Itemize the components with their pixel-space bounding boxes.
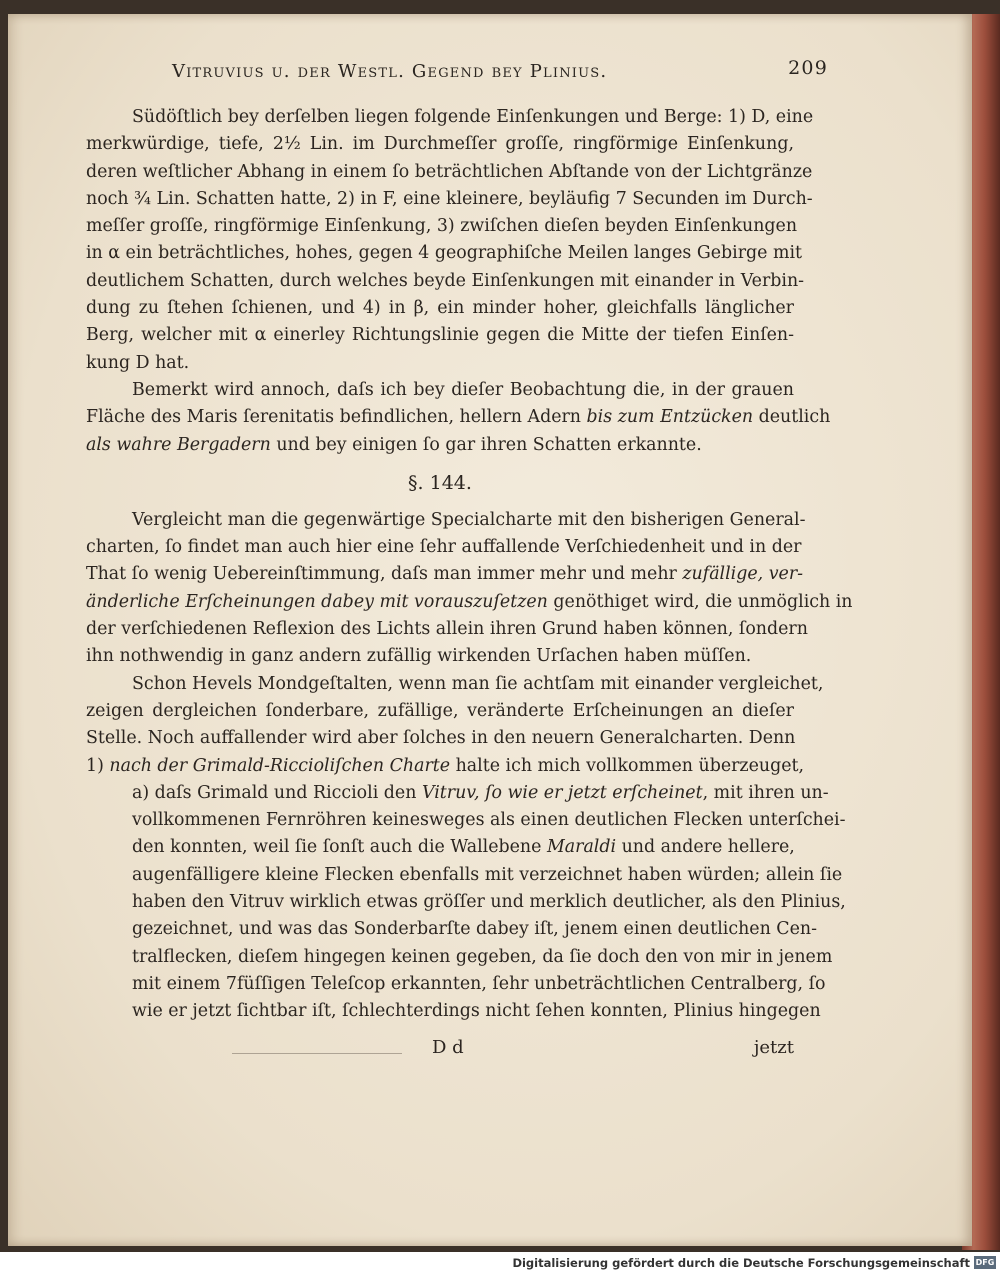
italic-run: Vitruv, ſo wie er jetzt erſcheinet [421, 782, 703, 803]
italic-run: als wahre Bergadern [86, 434, 271, 455]
italic-run: Maraldi [546, 837, 617, 858]
running-header [172, 57, 828, 89]
text-run: That ſo wenig Uebereinſtimmung, daſs man immer mehr und mehr [86, 564, 683, 585]
digitization-credit [0, 1252, 1000, 1274]
page-number: 209 [788, 57, 828, 79]
text-line: deren weſtlicher Abhang in einem ſo beträchtlichen Abſtande von der Lichtgränze [86, 161, 813, 182]
text-line: Berg, welcher mit α einerley Richtungslinie gegen die Mitte der tiefen Einſen- [86, 325, 794, 346]
text-line: noch ¾ Lin. Schatten hatte, 2) in F, eine kleinere, beyläufig 7 Secunden im Durch- [86, 188, 813, 209]
text-line: kung D hat. [86, 352, 190, 373]
text-line: Stelle. Noch auffallender wird aber ſolches in den neuern Generalcharten. Denn [86, 728, 796, 749]
italic-run: änderliche Erſcheinungen dabey mit vorauszuſetzen [86, 591, 548, 612]
text-run: Fläche des Maris ſerenitatis befindlichen, hellern Adern [86, 407, 587, 428]
text-run: halte ich mich vollkommen überzeuget, [450, 755, 805, 776]
text-line [86, 404, 831, 431]
italic-run: nach der Grimald-Riccioliſchen Charte [109, 755, 451, 776]
text-line [86, 834, 794, 861]
text-line: deutlichem Schatten, durch welches beyde Einſenkungen mit einander in Verbin- [86, 270, 805, 291]
text-line: charten, ſo findet man auch hier eine ſehr auffallende Verſchiedenheit und in der [86, 537, 802, 558]
section-heading: §. 144. [408, 471, 472, 494]
credit-text: Digitalisierung gefördert durch die Deutsche Forschungsgemeinschaft [512, 1256, 970, 1270]
text-line: haben den Vitruv wirklich etwas gröſſer und merklich deutlicher, als den Plinius, [132, 892, 846, 913]
text-line: Bemerkt wird annoch, daſs ich bey dieſer Beobachtung die, in der grauen [132, 379, 794, 400]
italic-run: bis zum Entzücken [586, 407, 754, 428]
catchword: jetzt [753, 1037, 794, 1058]
text-run: den konnten, weil ſie ſonſt auch die Wallebene [132, 837, 547, 858]
text-line: gezeichnet, und was das Sonderbarſte dabey iſt, jenem einen deutlichen Cen- [132, 919, 817, 940]
text-line [86, 780, 829, 807]
text-line: zeigen dergleichen ſonderbare, zufällige, veränderte Erſcheinungen an dieſer [86, 700, 794, 721]
text-line: merkwürdige, tiefe, 2½ Lin. im Durchmeſſer groſſe, ringförmige Einſenkung, [86, 134, 794, 155]
dfg-logo-icon: DFG [975, 1258, 995, 1267]
text-run: , mit ihren un- [702, 782, 829, 803]
text-line: mit einem 7füſſigen Teleſcop erkannten, ſehr unbeträchtlichen Centralberg, ſo [132, 973, 826, 994]
text-line: tralflecken, dieſem hingegen keinen gegeben, da ſie doch den von mir in jenem [132, 946, 833, 967]
text-line: meſſer groſſe, ringförmige Einſenkung, 3) zwiſchen dieſen beyden Einſenkungen [86, 216, 798, 237]
signature-mark: D d [432, 1037, 464, 1058]
text-line [86, 589, 853, 616]
text-line: dung zu ſtehen ſchienen, und 4) in β, ein minder hoher, gleichfalls länglicher [86, 298, 794, 319]
text-run: a) daſs Grimald und Riccioli den [132, 782, 422, 803]
text-line: vollkommenen Fernröhren keinesweges als einen deutlichen Flecken unterſchei- [132, 810, 846, 831]
text-run: deutlich [753, 407, 831, 428]
body-text [86, 104, 853, 1026]
text-run: genöthiget wird, die unmöglich in [547, 591, 853, 612]
italic-run: zufällige, ver- [682, 564, 804, 585]
text-line [86, 753, 805, 780]
text-run: und andere hellere, [616, 837, 795, 858]
text-run: 1) [86, 755, 110, 776]
text-line: wie er jetzt ſichtbar iſt, ſchlechterdings nicht ſehen konnten, Plinius hingegen [132, 1001, 821, 1022]
text-line: der verſchiedenen Reflexion des Lichts allein ihren Grund haben können, ſondern [86, 619, 808, 640]
text-line [86, 432, 794, 459]
text-line: augenfälligere kleine Flecken ebenfalls mit verzeichnet haben würden; allein ſie [132, 864, 843, 885]
text-line: Südöſtlich bey derſelben liegen folgende Einſenkungen und Berge: 1) D, eine [132, 107, 814, 127]
text-line: ihn nothwendig in ganz andern zufällig wirkenden Urſachen haben müſſen. [86, 646, 752, 667]
text-line: Schon Hevels Mondgeſtalten, wenn man ſie achtſam mit einander vergleichet, [132, 673, 824, 694]
text-line: Vergleicht man die gegenwärtige Specialcharte mit den bisherigen General- [132, 509, 806, 530]
header-title: Vitruvius u. der Westl. Gegend bey Plinius. [172, 61, 608, 82]
page-footer [86, 1037, 794, 1065]
text-line [86, 561, 804, 588]
text-line: in α ein beträchtliches, hohes, gegen 4 geographiſche Meilen langes Gebirge mit [86, 243, 803, 264]
text-run: und bey einigen ſo gar ihren Schatten erkannte. [270, 434, 702, 455]
